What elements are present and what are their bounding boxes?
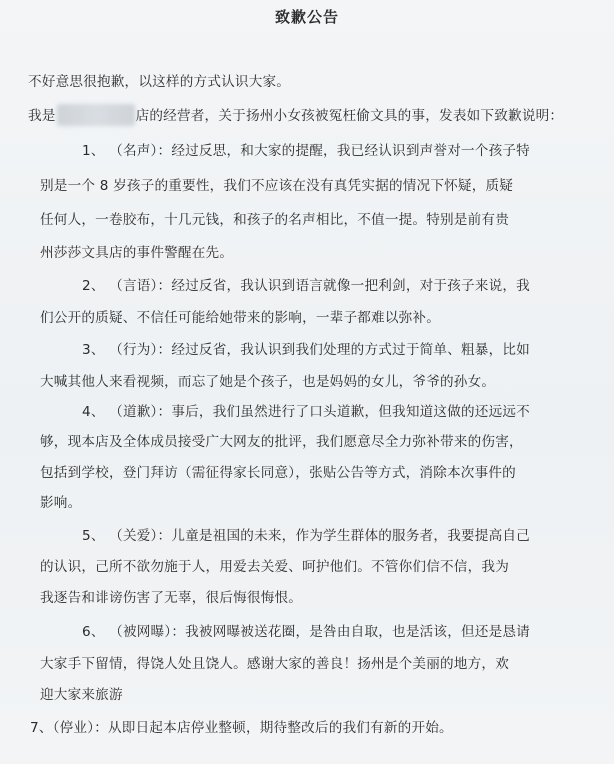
body-line: 别是一个 8 岁孩子的重要性，我们不应该在没有真凭实据的情况下怀疑，质疑 xyxy=(40,178,514,194)
body-line: 4、 （道歉）：事后，我们虽然进行了口头道歉，但我知道这做的还远远不 xyxy=(82,404,530,420)
body-line: 大喊其他人来看视频，而忘了她是个孩子，也是妈妈的女儿，爷爷的孙女。 xyxy=(40,374,496,390)
statement-prefix: 我是 xyxy=(28,108,56,124)
body-line: 大家手下留情，得饶人处且饶人。感谢大家的善良！扬州是个美丽的地方，欢 xyxy=(40,656,509,672)
body-line: 我逐告和诽谤伤害了无辜，很后悔很悔恨。 xyxy=(40,590,303,606)
body-line: 迎大家来旅游 xyxy=(40,687,123,703)
intro-line: 不好意思很抱歉，以这样的方式认识大家。 xyxy=(28,74,291,90)
body-line: 任何人，一卷胶布，十几元钱，和孩子的名声相比，不值一提。特别是前有贵 xyxy=(40,212,509,228)
body-line: 6、 （被网曝）：我被网曝被送花圈，是咎由自取，也是活该，但还是恳请 xyxy=(82,624,530,640)
body-line: 3、 （行为）：经过反省，我认识到我们处理的方式过于简单、粗暴，比如 xyxy=(82,342,530,358)
redacted-store-name xyxy=(57,104,135,126)
body-line: 包括到学校，登门拜访（需征得家长同意），张贴公告等方式，消除本次事件的 xyxy=(40,465,516,481)
notice-title: 致歉公告 xyxy=(274,8,339,26)
body-line: 州莎莎文具店的事件警醒在先。 xyxy=(40,245,234,261)
statement-suffix: 店的经营者，关于扬州小女孩被冤枉偷文具的事，发表如下致歉说明： xyxy=(135,108,564,124)
body-line: 5、 （关爱）：儿童是祖国的未来，作为学生群体的服务者，我要提高自己 xyxy=(82,528,530,544)
statement-line xyxy=(28,104,563,126)
body-line: 影响。 xyxy=(40,495,82,511)
body-line: 的认识，己所不欲勿施于人，用爱去关爱、呵护他们。不管你们信不信，我为 xyxy=(40,559,509,575)
body-line: 2、 （言语）：经过反省，我认识到语言就像一把利剑，对于孩子来说，我 xyxy=(82,278,530,294)
body-line: 1、 （名声）：经过反思，和大家的提醒，我已经认识到声誉对一个孩子特 xyxy=(82,143,530,159)
body-line: 7、（停业）：从即日起本店停业整顿，期待整改后的我们有新的开始。 xyxy=(30,720,453,736)
body-line: 够，现本店及全体成员接受广大网友的批评，我们愿意尽全力弥补带来的伤害， xyxy=(40,434,523,450)
body-line: 们公开的质疑、不信任可能给她带来的影响，一辈子都难以弥补。 xyxy=(40,310,441,326)
